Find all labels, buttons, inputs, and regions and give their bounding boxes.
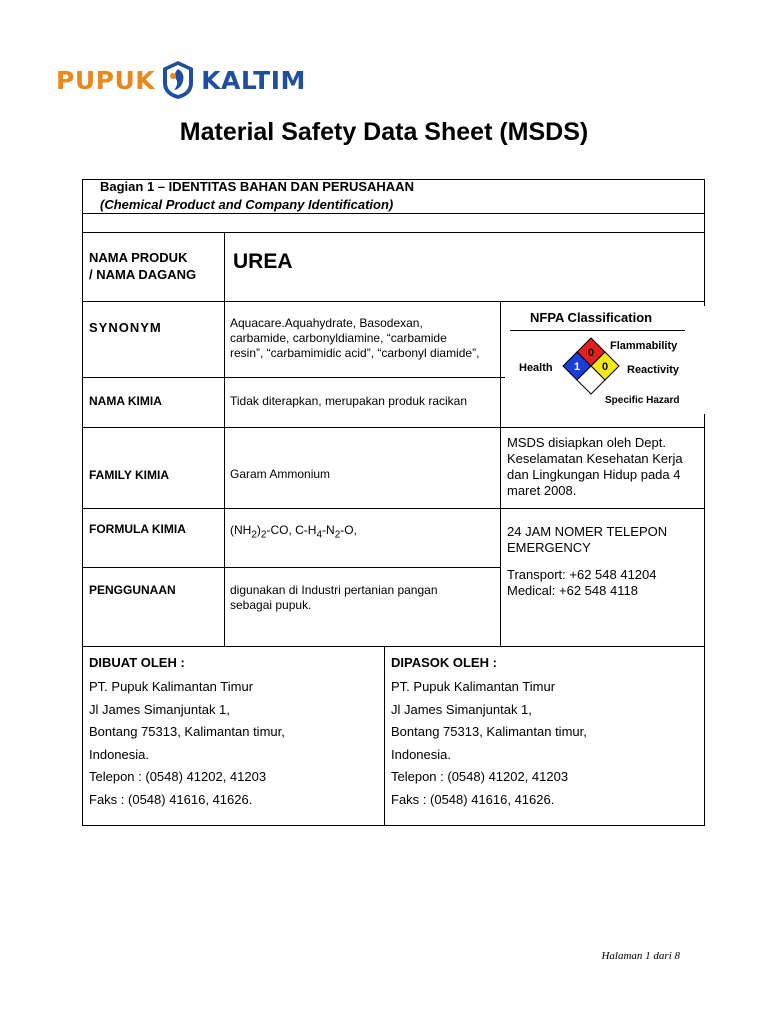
table-divider: [384, 646, 385, 826]
nfpa-title-rule: [510, 330, 685, 331]
address-line: Bontang 75313, Kalimantan timur,: [391, 724, 587, 739]
nfpa-reactivity-label: Reactivity: [627, 364, 679, 376]
label-family-kimia: FAMILY KIMIA: [89, 468, 170, 482]
formula-sub: 2: [251, 529, 257, 541]
address-line: Faks : (0548) 41616, 41626.: [391, 791, 555, 807]
company-logo: [56, 60, 306, 100]
nfpa-reactivity-value: 0: [601, 361, 609, 373]
product-name: UREA: [233, 250, 293, 273]
logo-emblem-icon: [159, 59, 197, 101]
document-title: Material Safety Data Sheet (MSDS): [179, 118, 589, 146]
phone-line: Medical: +62 548 4118: [507, 583, 638, 598]
formula-sub: 4: [316, 529, 323, 541]
manufacturer-address: [89, 676, 379, 811]
supplier-block: [391, 654, 691, 811]
supplier-address: [391, 676, 691, 811]
formula-part: -O,: [340, 523, 357, 537]
manufacturer-heading: DIBUAT OLEH :: [89, 655, 185, 670]
label-synonym: SYNONYM: [89, 320, 162, 335]
supplier-heading: DIPASOK OLEH :: [391, 655, 497, 670]
logo-text-left: PUPUK: [56, 65, 156, 95]
address-line: PT. Pupuk Kalimantan Timur: [89, 679, 254, 694]
label-nama-produk: [89, 249, 196, 283]
table-rule: [82, 567, 500, 568]
nfpa-classification: [505, 306, 705, 414]
note-line: Keselamatan Kesehatan Kerja: [507, 451, 683, 466]
label-line: / NAMA DAGANG: [89, 267, 197, 282]
formula-value: [230, 523, 357, 542]
emergency-label: [507, 524, 667, 556]
nfpa-health-value: 1: [573, 361, 581, 373]
nfpa-flammability-value: 0: [587, 347, 595, 359]
formula-sub: 2: [334, 529, 341, 541]
table-rule: [82, 427, 705, 428]
table-rule: [82, 301, 705, 302]
table-divider: [500, 301, 501, 646]
table-rule: [82, 232, 705, 233]
formula-part: ): [256, 523, 261, 537]
synonym-line: carbamide, carbonyldiamine, “carbamide: [230, 331, 447, 345]
nfpa-title: NFPA Classification: [530, 310, 653, 325]
penggunaan-line: digunakan di Industri pertanian pangan: [230, 583, 438, 597]
formula-part: (NH: [230, 523, 252, 537]
table-divider: [224, 232, 225, 646]
emergency-line: 24 JAM NOMER TELEPON: [507, 524, 668, 539]
formula-part: -CO, C-H: [266, 523, 317, 537]
section-subtitle: (Chemical Product and Company Identification): [100, 197, 394, 212]
logo-text-right: KALTIM: [201, 65, 306, 95]
address-line: Indonesia.: [89, 746, 149, 762]
address-line: Faks : (0548) 41616, 41626.: [89, 791, 253, 807]
emergency-line: EMERGENCY: [507, 540, 591, 555]
section-title: Bagian 1 – IDENTITAS BAHAN DAN PERUSAHAAN: [100, 179, 414, 194]
address-line: Telepon : (0548) 41202, 41203: [89, 769, 267, 784]
formula-part: -N: [322, 523, 335, 537]
note-line: maret 2008.: [507, 483, 577, 498]
penggunaan-line: sebagai pupuk.: [230, 598, 312, 612]
family-kimia-value: Garam Ammonium: [230, 467, 331, 481]
table-rule: [82, 508, 705, 509]
formula-sub: 2: [260, 529, 267, 541]
address-line: Jl James Simanjuntak 1,: [89, 701, 230, 717]
manufacturer-block: [89, 654, 379, 811]
msds-prepared-note: [507, 435, 703, 499]
nfpa-specific-hazard-label: Specific Hazard: [605, 395, 680, 406]
label-penggunaan: PENGGUNAAN: [89, 583, 176, 597]
synonym-value: [230, 316, 498, 361]
synonym-line: Aquacare.Aquahydrate, Basodexan,: [230, 316, 423, 330]
address-line: Bontang 75313, Kalimantan timur,: [89, 724, 285, 739]
label-line: NAMA PRODUK: [89, 250, 188, 265]
nama-kimia-value: Tidak diterapkan, merupakan produk racikan: [230, 394, 468, 408]
section-heading: [100, 178, 414, 214]
address-line: PT. Pupuk Kalimantan Timur: [391, 679, 556, 694]
label-formula-kimia: FORMULA KIMIA: [89, 522, 186, 536]
penggunaan-value: [230, 583, 438, 613]
nfpa-health-label: Health: [519, 362, 553, 374]
note-line: dan Lingkungan Hidup pada 4: [507, 467, 681, 482]
address-line: Telepon : (0548) 41202, 41203: [391, 769, 569, 784]
address-line: Indonesia.: [391, 746, 451, 762]
synonym-line: resin”, “carbamimidic acid”, “carbonyl diamide”,: [230, 346, 480, 360]
nfpa-flammability-label: Flammability: [610, 340, 678, 352]
emergency-phones: [507, 567, 657, 599]
address-line: Jl James Simanjuntak 1,: [391, 701, 532, 717]
page-number: Halaman 1 dari 8: [601, 950, 680, 962]
table-rule: [82, 646, 705, 647]
phone-line: Transport: +62 548 41204: [507, 567, 657, 582]
label-nama-kimia: NAMA KIMIA: [89, 394, 162, 408]
note-line: MSDS disiapkan oleh Dept.: [507, 435, 666, 450]
